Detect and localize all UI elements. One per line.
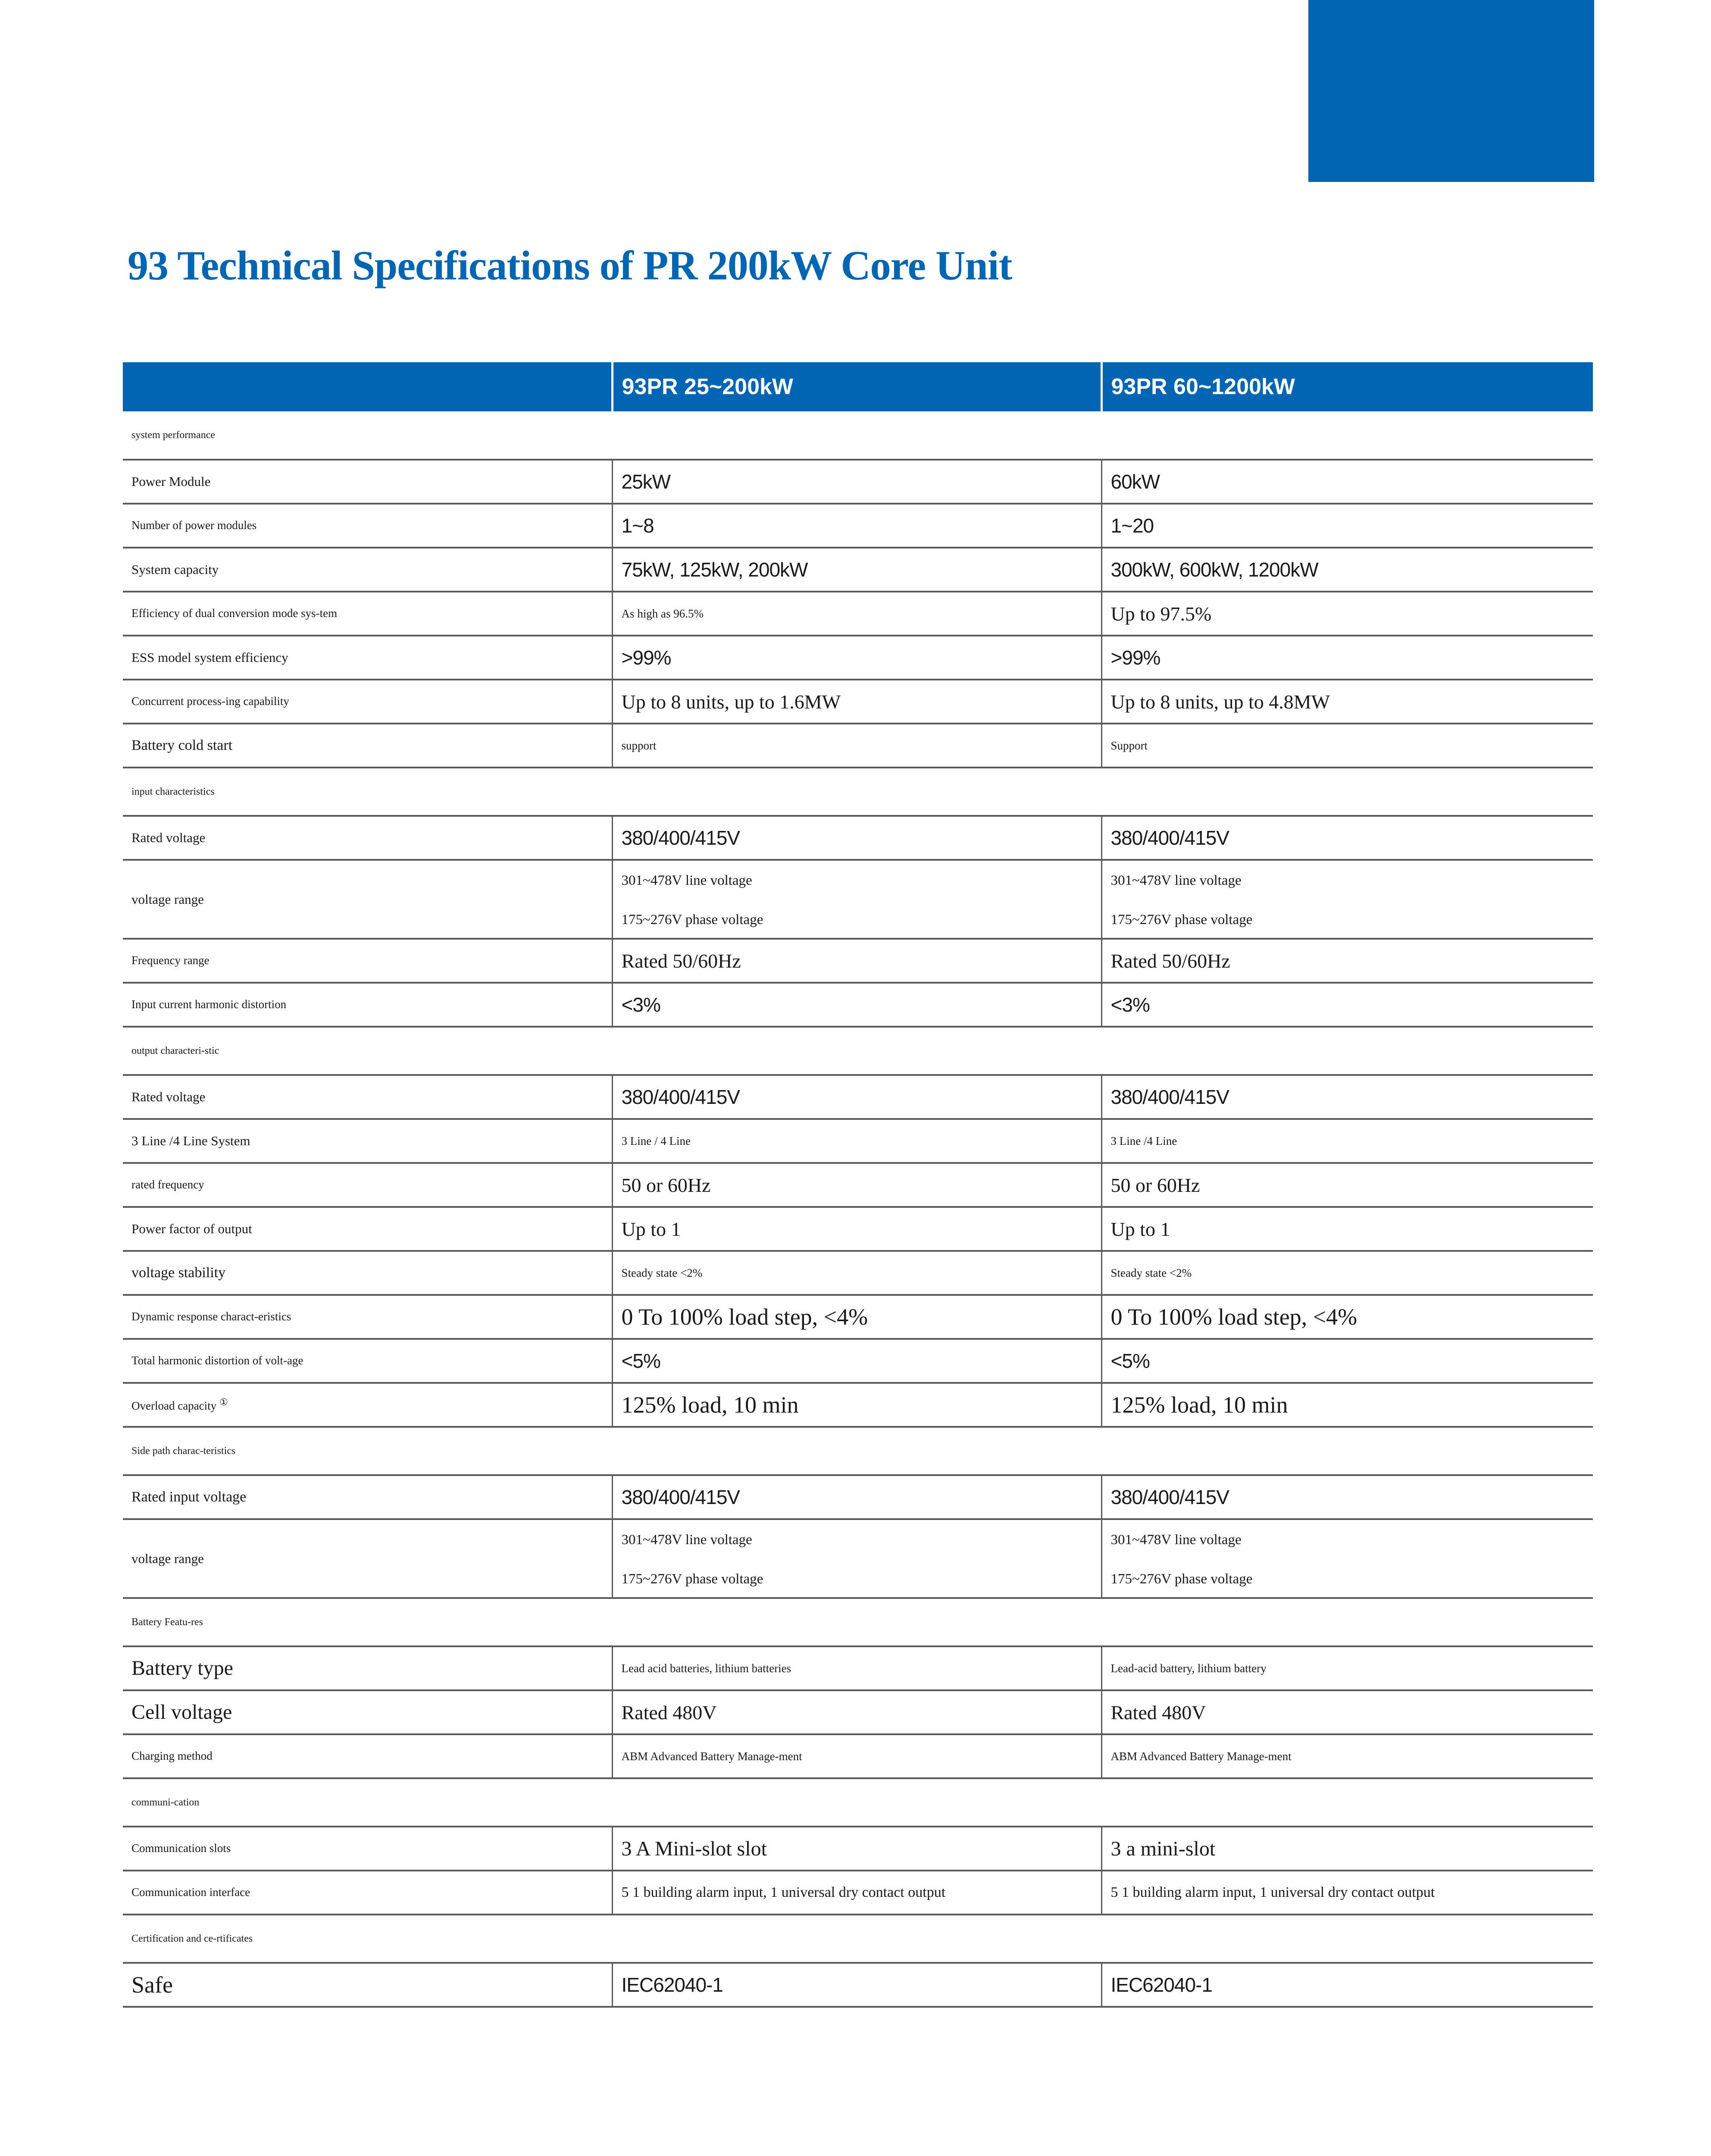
value-model-small: Steady state <2% xyxy=(612,1251,1101,1295)
value-model-small: >99% xyxy=(612,636,1101,680)
corner-accent-block xyxy=(1308,0,1594,182)
value-model-large: IEC62040-1 xyxy=(1101,1963,1593,2007)
value-model-small: 380/400/415V xyxy=(612,1475,1101,1519)
row-label: rated frequency xyxy=(123,1163,612,1207)
table-row xyxy=(123,1119,1593,1163)
section-row xyxy=(123,411,1593,460)
value-model-large: 125% load, 10 min xyxy=(1101,1383,1593,1427)
value-model-small: Up to 8 units, up to 1.6MW xyxy=(612,680,1101,724)
table-row xyxy=(123,460,1593,504)
row-label: voltage stability xyxy=(123,1251,612,1295)
phase-voltage: 175~276V phase voltage xyxy=(621,1571,763,1587)
table-row xyxy=(123,1383,1593,1427)
table-row xyxy=(123,1475,1593,1519)
row-label: Input current harmonic distortion xyxy=(123,983,612,1027)
value-model-large xyxy=(1101,860,1593,939)
section-label: Battery Featu-res xyxy=(123,1598,1593,1646)
table-row xyxy=(123,1871,1593,1915)
table-row xyxy=(123,1519,1593,1598)
value-model-large: Lead-acid battery, lithium battery xyxy=(1101,1646,1593,1690)
value-model-large: Rated 50/60Hz xyxy=(1101,939,1593,983)
value-model-large: >99% xyxy=(1101,636,1593,680)
value-model-large: 380/400/415V xyxy=(1101,1075,1593,1119)
value-model-small: 1~8 xyxy=(612,504,1101,548)
table-row xyxy=(123,983,1593,1027)
value-model-small: <5% xyxy=(612,1339,1101,1383)
section-label: communi-cation xyxy=(123,1778,1593,1827)
value-model-large: Up to 97.5% xyxy=(1101,592,1593,636)
table-row xyxy=(123,1690,1593,1734)
row-label: Power factor of output xyxy=(123,1207,612,1251)
value-model-small: 125% load, 10 min xyxy=(612,1383,1101,1427)
table-row xyxy=(123,636,1593,680)
row-label: Charging method xyxy=(123,1734,612,1778)
table-row xyxy=(123,1075,1593,1119)
value-model-small: <3% xyxy=(612,983,1101,1027)
row-label: Frequency range xyxy=(123,939,612,983)
section-row xyxy=(123,1427,1593,1475)
section-row xyxy=(123,1778,1593,1827)
row-label: Safe xyxy=(123,1963,612,2007)
row-label: Communication slots xyxy=(123,1827,612,1871)
spec-table xyxy=(123,362,1593,2008)
value-model-small: 5 1 building alarm input, 1 universal dry contact output xyxy=(612,1871,1101,1915)
table-row xyxy=(123,1827,1593,1871)
table-row xyxy=(123,1251,1593,1295)
value-model-small: Rated 50/60Hz xyxy=(612,939,1101,983)
value-model-small: 50 or 60Hz xyxy=(612,1163,1101,1207)
value-model-large: 300kW, 600kW, 1200kW xyxy=(1101,548,1593,592)
row-label: Communication interface xyxy=(123,1871,612,1915)
value-model-large: 50 or 60Hz xyxy=(1101,1163,1593,1207)
table-header-row xyxy=(123,362,1593,411)
row-label-cell xyxy=(123,1383,612,1427)
value-model-small: ABM Advanced Battery Manage-ment xyxy=(612,1734,1101,1778)
value-model-large: 0 To 100% load step, <4% xyxy=(1101,1295,1593,1339)
row-label: Overload capacity xyxy=(131,1399,217,1413)
header-model-small: 93PR 25~200kW xyxy=(612,362,1101,411)
value-model-small: Lead acid batteries, lithium batteries xyxy=(612,1646,1101,1690)
value-model-large xyxy=(1101,1519,1593,1598)
header-blank xyxy=(123,362,612,411)
row-label: Concurrent process-ing capability xyxy=(123,680,612,724)
value-model-small: 0 To 100% load step, <4% xyxy=(612,1295,1101,1339)
value-model-large: Up to 1 xyxy=(1101,1207,1593,1251)
line-voltage: 301~478V line voltage xyxy=(1110,872,1242,888)
line-voltage: 301~478V line voltage xyxy=(621,872,752,888)
value-model-large: Rated 480V xyxy=(1101,1690,1593,1734)
value-model-large: Up to 8 units, up to 4.8MW xyxy=(1101,680,1593,724)
value-model-small: 380/400/415V xyxy=(612,1075,1101,1119)
header-model-large: 93PR 60~1200kW xyxy=(1101,362,1593,411)
section-label: Certification and ce-rtificates xyxy=(123,1915,1593,1963)
table-row xyxy=(123,1207,1593,1251)
row-label: System capacity xyxy=(123,548,612,592)
row-label: Total harmonic distortion of volt-age xyxy=(123,1339,612,1383)
line-voltage: 301~478V line voltage xyxy=(621,1532,752,1548)
value-model-large: 3 a mini-slot xyxy=(1101,1827,1593,1871)
value-model-small: As high as 96.5% xyxy=(612,592,1101,636)
page-title: 93 Technical Specifications of PR 200kW Core Unit xyxy=(128,242,1012,288)
line-voltage: 301~478V line voltage xyxy=(1110,1532,1242,1548)
value-model-large: 380/400/415V xyxy=(1101,816,1593,860)
value-model-large: 3 Line /4 Line xyxy=(1101,1119,1593,1163)
section-label: system performance xyxy=(123,411,1593,460)
value-model-small: 75kW, 125kW, 200kW xyxy=(612,548,1101,592)
table-row xyxy=(123,1295,1593,1339)
row-label: Power Module xyxy=(123,460,612,504)
row-label: ESS model system efficiency xyxy=(123,636,612,680)
row-label: Dynamic response charact-eristics xyxy=(123,1295,612,1339)
value-model-small: IEC62040-1 xyxy=(612,1963,1101,2007)
section-row xyxy=(123,1598,1593,1646)
value-model-small xyxy=(612,1519,1101,1598)
value-model-large: 1~20 xyxy=(1101,504,1593,548)
table-row xyxy=(123,1734,1593,1778)
table-row xyxy=(123,724,1593,768)
table-row xyxy=(123,1163,1593,1207)
table-row xyxy=(123,1963,1593,2007)
phase-voltage: 175~276V phase voltage xyxy=(621,912,763,928)
row-label: Number of power modules xyxy=(123,504,612,548)
value-model-large: Support xyxy=(1101,724,1593,768)
row-label: Rated voltage xyxy=(123,816,612,860)
row-label: voltage range xyxy=(123,860,612,939)
phase-voltage: 175~276V phase voltage xyxy=(1110,912,1253,928)
table-row xyxy=(123,504,1593,548)
row-label: Cell voltage xyxy=(123,1690,612,1734)
row-label: 3 Line /4 Line System xyxy=(123,1119,612,1163)
value-model-small xyxy=(612,860,1101,939)
value-model-large: Steady state <2% xyxy=(1101,1251,1593,1295)
value-model-large: 60kW xyxy=(1101,460,1593,504)
value-model-small: 380/400/415V xyxy=(612,816,1101,860)
value-model-small: 3 A Mini-slot slot xyxy=(612,1827,1101,1871)
section-label: output characteri-stic xyxy=(123,1027,1593,1075)
row-label: Rated input voltage xyxy=(123,1475,612,1519)
table-row xyxy=(123,939,1593,983)
row-label: Battery cold start xyxy=(123,724,612,768)
section-label: Side path charac-teristics xyxy=(123,1427,1593,1475)
value-model-large: <3% xyxy=(1101,983,1593,1027)
section-row xyxy=(123,1915,1593,1963)
section-row xyxy=(123,768,1593,816)
value-model-large: 380/400/415V xyxy=(1101,1475,1593,1519)
phase-voltage: 175~276V phase voltage xyxy=(1110,1571,1253,1587)
row-label: voltage range xyxy=(123,1519,612,1598)
footnote-marker: ① xyxy=(219,1397,228,1408)
section-label: input characteristics xyxy=(123,768,1593,816)
row-label: Battery type xyxy=(123,1646,612,1690)
table-row xyxy=(123,592,1593,636)
table-row xyxy=(123,1646,1593,1690)
value-model-large: ABM Advanced Battery Manage-ment xyxy=(1101,1734,1593,1778)
table-row xyxy=(123,860,1593,939)
table-row xyxy=(123,548,1593,592)
value-model-large: 5 1 building alarm input, 1 universal dry contact output xyxy=(1101,1871,1593,1915)
row-label: Rated voltage xyxy=(123,1075,612,1119)
value-model-small: support xyxy=(612,724,1101,768)
table-row xyxy=(123,816,1593,860)
table-row xyxy=(123,680,1593,724)
value-model-small: 25kW xyxy=(612,460,1101,504)
value-model-large: <5% xyxy=(1101,1339,1593,1383)
section-row xyxy=(123,1027,1593,1075)
value-model-small: Rated 480V xyxy=(612,1690,1101,1734)
value-model-small: 3 Line / 4 Line xyxy=(612,1119,1101,1163)
value-model-small: Up to 1 xyxy=(612,1207,1101,1251)
row-label: Efficiency of dual conversion mode sys-tem xyxy=(123,592,612,636)
table-row xyxy=(123,1339,1593,1383)
